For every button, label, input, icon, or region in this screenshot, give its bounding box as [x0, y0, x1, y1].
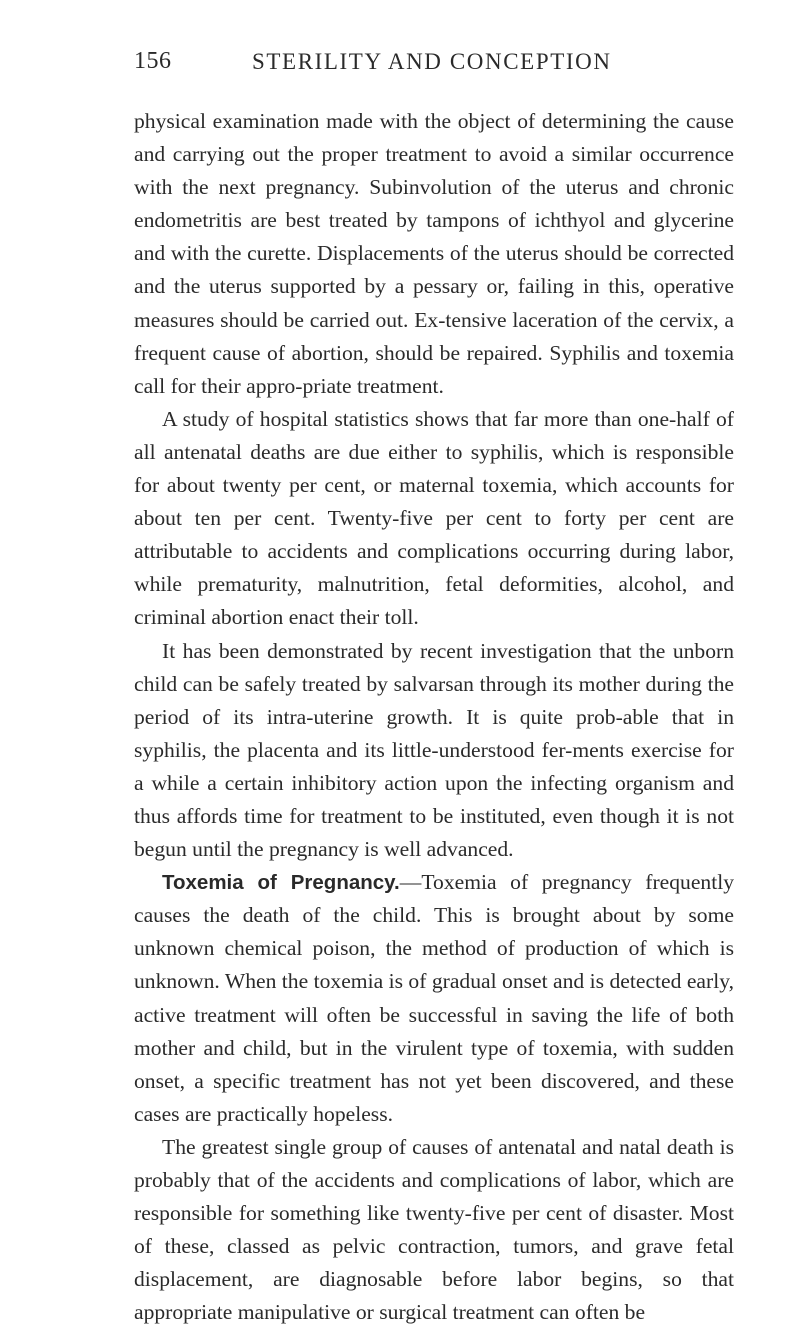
paragraph-2 [134, 403, 734, 635]
paragraph-text: physical examination made with the object of determining the cause and carrying out the proper treatment to avoid a similar occurrence with the next pregnancy. Subinvolution of the uterus and chronic endometritis are best treated by tampons of ichthyol and glycerine and with the curette. Displacements of the uterus should be corrected and the uterus supported by a pessary or, failing in this, operative measures should be carried out. Ex-tensive laceration of the cervix, a frequent cause of abortion, should be repaired. Syphilis and toxemia call for their appro-priate treatment. [134, 109, 734, 398]
paragraph-1 [134, 105, 734, 403]
paragraph-5 [134, 1131, 734, 1329]
body-text [134, 105, 734, 1329]
paragraph-text: The greatest single group of causes of antenatal and natal death is probably that of the accidents and complications of labor, which are responsible for something like twenty-five per cent of disaster. Most of these, classed as pelvic contraction, tumors, and grave fetal displacement, are diagnosable before labor begins, so that appropriate manipulative or surgical treatment can often be [134, 1134, 734, 1325]
paragraph-text: A study of hospital statistics shows that far more than one-half of all antenatal deaths are due either to syphilis, which is responsible for about twenty per cent, or maternal toxemia, which accounts for about ten per cent. Twenty-five per cent to forty per cent are attributable to accidents and complications occurring during labor, while prematurity, malnutrition, fetal deformities, alcohol, and criminal abortion enact their toll. [134, 406, 734, 630]
page-number: 156 [134, 48, 172, 74]
paragraph-3 [134, 635, 734, 867]
paragraph-text: It has been demonstrated by recent investigation that the unborn child can be safely treated by salvarsan through its mother during the period of its intra-uterine growth. It is quite prob-able that in syphilis, the placenta and its little-understood fer-ments exercise for a while a certain inhibitory action upon the infecting organism and thus affords time for treatment to be instituted, even though it is not begun until the pregnancy is well advanced. [134, 638, 734, 862]
running-head: STERILITY AND CONCEPTION [252, 49, 612, 74]
section-heading: Toxemia of Pregnancy. [162, 871, 400, 895]
page-header [134, 48, 738, 88]
paragraph-4 [134, 866, 734, 1131]
paragraph-text: —Toxemia of pregnancy frequently causes the death of the child. This is brought about by some unknown chemical poison, the method of production of which is unknown. When the toxemia is of gradual onset and is detected early, active treatment will often be successful in saving the life of both mother and child, but in the virulent type of toxemia, with sudden onset, a specific treatment has not yet been discovered, and these cases are practically hopeless. [134, 870, 735, 1126]
